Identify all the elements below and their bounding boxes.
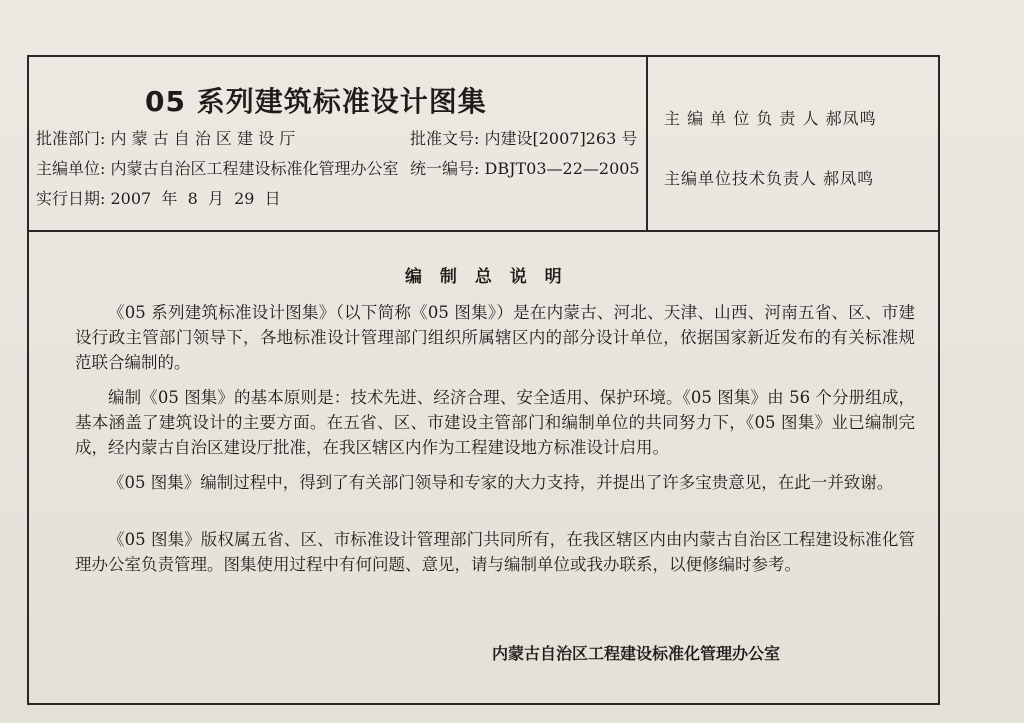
- paragraph-3: 《05 图集》编制过程中，得到了有关部门领导和专家的大力支持，并提出了许多宝贵意见，在此一并致谢。: [108, 473, 894, 492]
- effective-date-row: [36, 186, 281, 209]
- issuing-office-signature: 内蒙古自治区工程建设标准化管理办公室: [492, 644, 781, 663]
- effective-date-label: 实行日期:: [36, 189, 106, 208]
- approval-doc-row: [410, 126, 637, 149]
- approval-dept-label: 批准部门:: [36, 129, 106, 148]
- outer-frame: [27, 55, 940, 705]
- header-divider: [27, 230, 940, 232]
- editor-unit-value: 内蒙古自治区工程建设标准化管理办公室: [110, 159, 399, 178]
- header-column-divider: [646, 55, 648, 231]
- unified-no-row: [410, 156, 640, 179]
- section-heading: 编 制 总 说 明: [405, 267, 568, 287]
- tech-head-line: 主编单位技术负责人 郝凤鸣: [664, 169, 875, 188]
- paragraph-2: 编制《05 图集》的基本原则是：技术先进、经济合理、安全适用、保护环境。《05 图集》由 56 个分册组成，基本涵盖了建筑设计的主要方面。在五省、区、市建设主管部门和编制单位的共同努力下，《05 图集》业已编制完成，经内蒙古自治区建设厅批准，在我区辖区内作为工程建设地方标准设计启用。: [75, 388, 915, 457]
- unified-no-value: DBJT03—22—2005: [484, 159, 640, 178]
- paragraph-4: 《05 图集》版权属五省、区、市标准设计管理部门共同所有，在我区辖区内由内蒙古自治区工程建设标准化管理办公室负责管理。图集使用过程中有何问题、意见，请与编制单位或我办联系，以便修编时参考。: [75, 530, 915, 574]
- approval-doc-value: 内建设[2007]263 号: [484, 129, 638, 148]
- editor-unit-label: 主编单位:: [36, 159, 106, 178]
- approval-dept-value: 内 蒙 古 自 治 区 建 设 厅: [110, 129, 296, 148]
- unit-head-line: 主 编 单 位 负 责 人 郝凤鸣: [664, 109, 877, 128]
- effective-date-value: 2007 年 8 月 29 日: [110, 189, 281, 208]
- page-title: 05 系列建筑标准设计图集: [145, 85, 487, 118]
- editor-unit-row: [36, 156, 399, 179]
- unified-no-label: 统一编号:: [410, 159, 480, 178]
- paragraph-1: 《05 系列建筑标准设计图集》（以下简称《05 图集》）是在内蒙古、河北、天津、山西、河南五省、区、市建设行政主管部门领导下，各地标准设计管理部门组织所属辖区内的部分设计单位，依据国家新近发布的有关标准规范联合编制的。: [75, 303, 915, 372]
- approval-doc-label: 批准文号:: [410, 129, 480, 148]
- approval-dept-row: [36, 126, 295, 149]
